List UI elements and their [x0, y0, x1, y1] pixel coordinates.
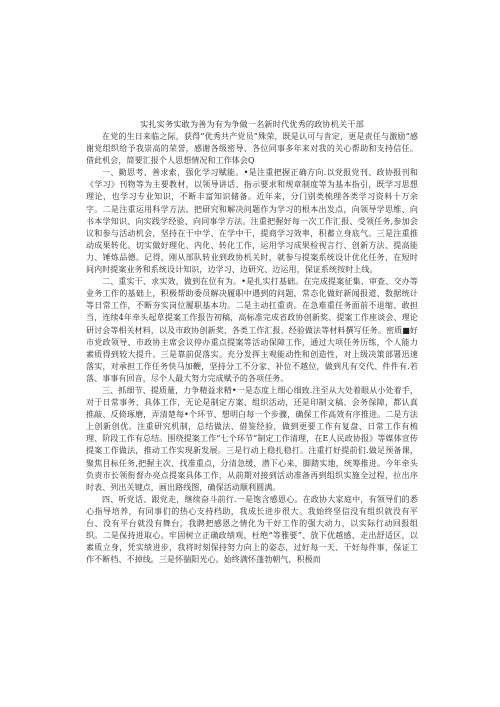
paragraph-section-3: 三、抓细节、提质量，力争精益求精•一是态度上细心细致.注至从大处着眼从小处着手，对于日常事务、具体工作，无论是制定方案、组织活动，还是印制文稿、会务保障，都认真推敲、反倚琢磨，弄清楚每•个环节、想明白每一个步骤，确保工作高效有序推进。二是方法上创新创优。注重研究机制，总结做法、借鉴经验，做到更要工作有复盘、日常工作有梳理、阶段工作有总结。围绕提案工作“七个环节”制定工作清理，在E人民政协报》等媒体宣传提案工作做法，推动工作实现新发展。三是行动上稳扎稳打。注重打好提前们.做足预备课，聚焦目标任务,把握主次、找准重点，分清急缓，潜下心来，脚踏实地，统筹推进。今年牵头负责市长领衔督办亮点提案具体工作，从前期对接到活动准备再到组织实施全过程，拉出序时表、列出关键点，画出路线图，确保活动顺利圆满。 — [86, 385, 418, 492]
paragraph-section-2: 二、重实干、求实效，做到在位有为。•是扎实打基础。在完成提案征集、审查、交办等业务工作的基础上，积极帮助委员解决履职中遇到的问题，常态化做好新闻报道、数据统计等日常工作，不断夯实岗位履职基本功。二是主动扛重责。在急难重任务面前不退缩、敢担当，连续4年牵头起草提案工作报告初稿，高标准完成省政协创新奖、提案工作座谈会、理论研讨会等相关材料，以及市政协创新奖、各类工作汇报、经验做法等材料撰写任务。密质■好市党政领导、市政协主席会议停办重点提案等活动保障工作，通过大项任务历练，个人能力素质得到较大提升。三是靠前促落实。充分发挥主观能动性和创造性，对上级决策部署迅速落实，对承担工作任务快马加鞭，坚持分工不分家、补位不越位，做到凡有交代、件件有.若落、事事有回音，尽个人最大努力完成赋予的各项任务。 — [86, 277, 418, 383]
paragraph-section-1: 一、勤思考、善求索，强化学习赋能。•是注重把握正确方向.以党报党刊、政协报刊和《学习》刊物等为主要教材，以领导讲话、指示要求和规章制度等为基本指引，既学习思想理论，也学习专业知识，不断丰富知识储备。近年来，分门别类梳理各类学习资料十万余字。二是注重运用科学方法。把研究和解决问题作为学习的根本出发点，向领导学思维、向书本学知识、向实践学经验、向同事学方法。注重把握好每一次工作汇报、受领任务,参加会议和参与活动机会，坚持在干中学、在学中干，提商学习效率，积蓄立身底气。三是注重推动成果转化。切实做好理化、内化、转化工作，运用学习成果检视言行、创新方法、提高能力、锤炼品德。记得，刚从部队转业到政协机关时，就参与提案系统设计优化任务，在短时间内时提案业务和系统设计知识，边学习、边研究、边运用，保证系统按时上线。 — [86, 168, 418, 275]
document-body — [86, 118, 418, 566]
paragraph-section-4: 四、听党话、跟党走，继续奋斗前行.一是饱含感恩心。在政协大家庭中，有领导们的悉心指导培养，有同事们的热心支持档助，我成长进步很大。我始终坚信没有组织就没有平台、没有平台就没有舞台，我聘把感恩之情化为干好工作的强大动力，以实际行动回报组织。二是保持进取心。牢固树立正确政绩观，杜绝“等雅要”、放下优越感、走出舒适区，以素质立身，凭实绩进步，我将时刻保持努力向上的姿态，过好每一天、干好每件事，保证工作不断档、不掉线。三是怀揣阳光心。始终满怀蓬勃朝气，积极而 — [86, 494, 418, 565]
paragraph-intro: 在党的生日来临之际，获得“优秀共产党员”殊荣，既是认可与肯定，更是责任与激励“感谢党组织给予我崇高的荣誉，感谢各级密导、各位同事多年来对我的关心帮助和支持信任。借此机会，简要汇报个人思想情况和工作体会Q — [86, 132, 418, 166]
document-title: 实扎实务实敢为善为有为争做一名新时代优秀的政协机关干部 — [140, 119, 364, 129]
